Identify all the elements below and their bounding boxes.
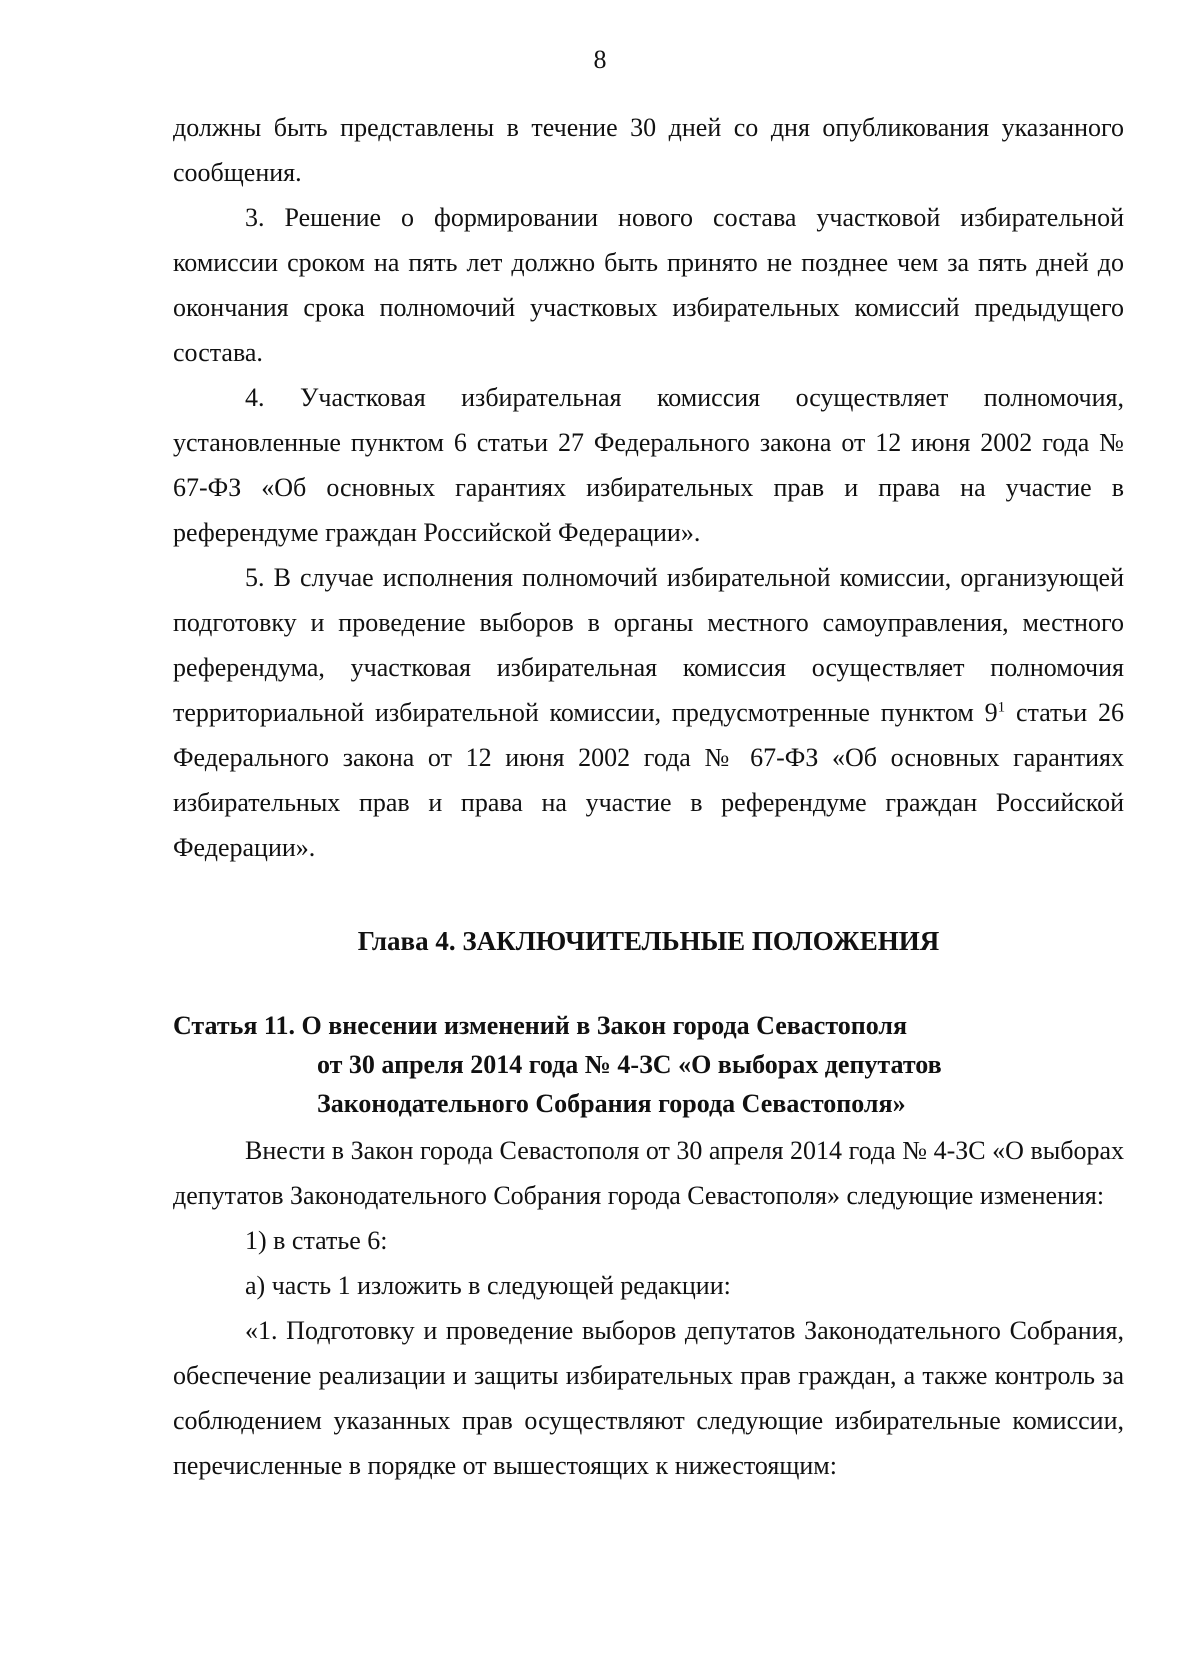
- article-title-line-1: Статья 11. О внесении изменений в Закон города Севастополя: [173, 1011, 908, 1040]
- page-number: 8: [593, 45, 607, 74]
- superscript: 1: [997, 699, 1006, 716]
- body-text-upper: [173, 105, 1124, 870]
- article-title-line-3: Законодательного Собрания города Севастополя»: [317, 1089, 906, 1118]
- paragraph-new-wording: «1. Подготовку и проведение выборов депутатов Законодательного Собрания, обеспечение реализации и защиты избирательных прав граждан, а также контроль за соблюдением указанных прав осуществляют следующие избирательные комиссии, перечисленные в порядке от вышестоящих к нижестоящим:: [173, 1316, 1124, 1480]
- paragraph-continuation: должны быть представлены в течение 30 дней со дня опубликования указанного сообщения.: [173, 113, 1124, 187]
- paragraph-item-4: 4. Участковая избирательная комиссия осуществляет полномочия, установленные пунктом 6 статьи 27 Федерального закона от 12 июня 2002 года № 67-ФЗ «Об основных гарантиях избирательных прав и права на участие в референдуме граждан Российской Федерации».: [173, 383, 1124, 547]
- body-text-lower: [173, 1128, 1124, 1488]
- paragraph-item-3: 3. Решение о формировании нового состава участковой избирательной комиссии сроком на пять лет должно быть принято не позднее чем за пять дней до окончания срока полномочий участковых избирательных комиссий предыдущего состава.: [173, 203, 1124, 367]
- list-item-a: а) часть 1 изложить в следующей редакции:: [245, 1271, 731, 1300]
- paragraph-amendment-intro: Внести в Закон города Севастополя от 30 апреля 2014 года № 4-ЗС «О выборах депутатов Законодательного Собрания города Севастополя» следующие изменения:: [173, 1136, 1124, 1210]
- article-title-line-2: от 30 апреля 2014 года № 4-ЗС «О выборах депутатов: [317, 1050, 942, 1079]
- list-item-1: 1) в статье 6:: [245, 1226, 388, 1255]
- article-title: [173, 1006, 1124, 1123]
- paragraph-item-5-text-end: статьи 26 Федерального закона от 12 июня 2002 года № 67-ФЗ «Об основных гарантиях избирательных прав и права на участие в референдуме граждан Российской Федерации».: [173, 698, 1124, 862]
- chapter-title: Глава 4. ЗАКЛЮЧИТЕЛЬНЫЕ ПОЛОЖЕНИЯ: [357, 926, 940, 956]
- paragraph-item-5: [173, 555, 1124, 870]
- paragraph-item-5-text: 5. В случае исполнения полномочий избирательной комиссии, организующей подготовку и проведение выборов в органы местного самоуправления, местного референдума, участковая избирательная комиссия осуществляет полномочия территориальной избирательной комиссии, предусмотренные пунктом 9: [173, 563, 1124, 727]
